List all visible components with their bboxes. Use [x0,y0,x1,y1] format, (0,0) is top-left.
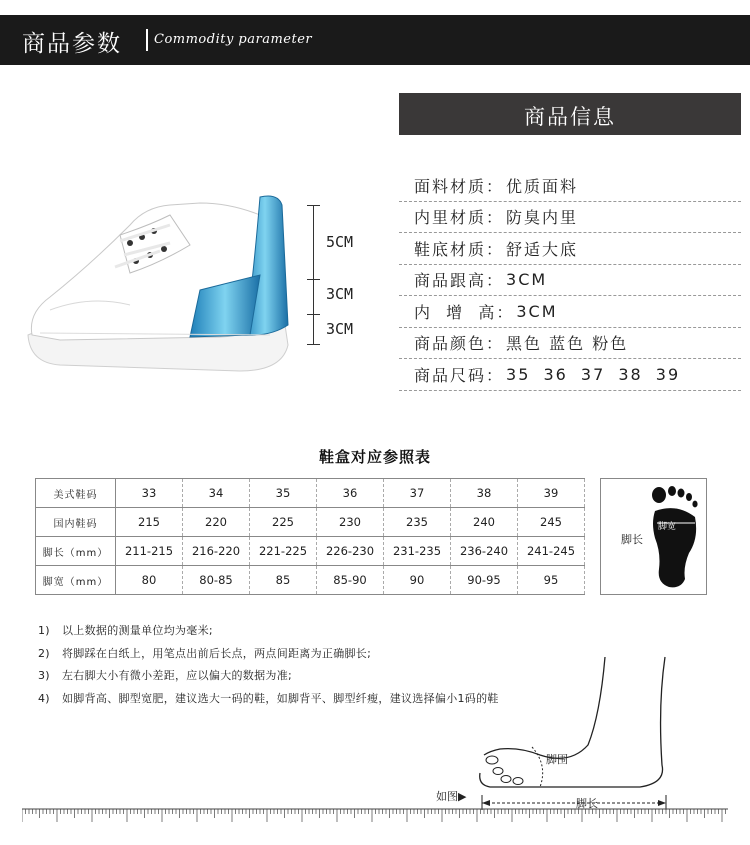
info-title: 商品信息 [524,105,616,129]
info-row: 内里材质： 防臭内里 [399,202,741,234]
info-row: 商品颜色： 黑色 蓝色 粉色 [399,328,741,360]
size-chart-title: 鞋盒对应参照表 [318,448,431,466]
list-item: 3) 左右脚大小有微小差距，应以偏大的数据为准; [38,669,293,682]
list-item: 1) 以上数据的测量单位均为毫米; [38,624,213,637]
ruler [22,808,728,824]
list-item: 4) 如脚背高、脚型宽肥，建议选大一码的鞋，如脚背平、脚型纤瘦，建议选择偏小1码的鞋 [38,691,499,705]
info-row: 鞋底材质： 舒适大底 [399,233,741,265]
table-row: 脚长（mm） 211-215 216-220 221-225 226-230 231-235 236-240 241-245 [36,537,585,566]
as-shown-label: 如图▶ [436,790,467,803]
info-row: 面料材质： 优质面料 [399,170,741,202]
info-row: 内 增 高： 3CM [399,296,741,328]
height-markers [300,205,360,345]
footprint-diagram [600,478,707,595]
list-item: 2) 将脚踩在白纸上，用笔点出前后长点，两点间距离为正确脚长; [38,646,372,660]
length-label: 脚长 [576,797,598,810]
foot-length-label: 脚长 [621,533,643,546]
header-divider [146,29,148,51]
marker-label-insole: 3CM [326,320,354,338]
size-table [35,478,585,595]
girth-label: 脚围 [546,753,568,766]
info-row: 商品跟高： 3CM [399,265,741,297]
table-row: 脚宽（mm） 80 80-85 85 85-90 90 90-95 95 [36,566,585,595]
footprint-icon [647,483,703,591]
marker-label-upper: 5CM [326,233,354,251]
info-row: 商品尺码： 35 36 37 38 39 [399,359,741,391]
product-image [20,185,300,385]
marker-label-heel: 3CM [326,285,354,303]
table-row: 国内鞋码 215 220 225 230 235 240 245 [36,508,585,537]
info-list [399,170,741,391]
page-title: 商品参数 [22,31,122,57]
page-subtitle: Commodity parameter [154,32,313,47]
foot-width-label: 脚宽 [658,522,677,532]
table-row: 美式鞋码 33 34 35 36 37 38 39 [36,479,585,508]
header-bar [0,15,750,65]
info-header [399,93,741,135]
